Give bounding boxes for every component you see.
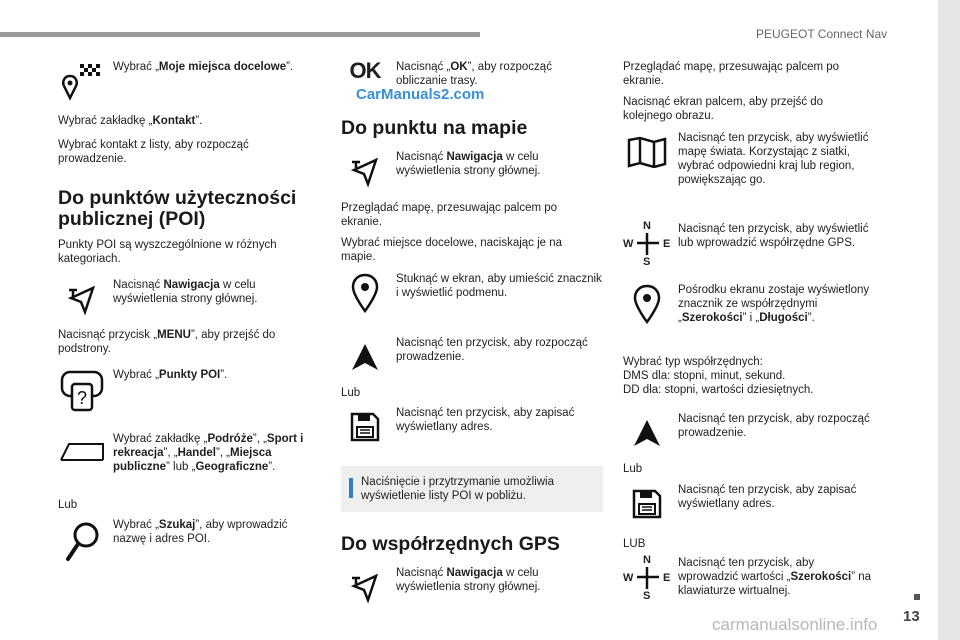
- step-text: Nacisnąć Nawigacja w celu wyświetlenia strony głównej.: [396, 151, 541, 177]
- navigation-icon: [58, 278, 106, 320]
- step-text: Wybrać „Punkty POI”.: [113, 369, 228, 381]
- ok-icon: OK: [349, 58, 381, 83]
- page-marker: [914, 594, 920, 600]
- step-text: Nacisnąć ten przycisk, aby wyświetlić lub wprowadzić współrzędne GPS.: [678, 223, 869, 249]
- paragraph-poi-categories: Punkty POI są wyszczególnione w różnych kategoriach.: [58, 239, 277, 265]
- step-text: Nacisnąć ten przycisk, aby rozpocząć prowadzenie.: [678, 413, 870, 439]
- info-text: Naciśnięcie i przytrzymanie umożliwia wyświetlenie listy POI w pobliżu.: [361, 476, 555, 502]
- start-guidance-icon: [341, 336, 389, 378]
- paragraph-next-image: Nacisnąć ekran palcem, aby przejść do kolejnego obrazu.: [623, 96, 824, 122]
- page-sidebar-strip: [938, 0, 960, 640]
- save-icon: [623, 483, 671, 525]
- favourite-destination-icon: [58, 60, 106, 102]
- step-text: Nacisnąć ten przycisk, aby zapisać wyświetlany adres.: [396, 407, 575, 433]
- step-text: Wybrać „Moje miejsca docelowe”.: [113, 61, 294, 73]
- step-text: Nacisnąć Nawigacja w celu wyświetlenia strony głównej.: [113, 279, 258, 305]
- page-header: PEUGEOT Connect Nav: [756, 27, 888, 41]
- save-icon: [341, 406, 389, 448]
- navigation-icon: [341, 150, 389, 192]
- step-text: Nacisnąć ten przycisk, aby rozpocząć prowadzenie.: [396, 337, 588, 363]
- step-text: Wybrać „Szukaj”, aby wprowadzić nazwę i adres POI.: [113, 519, 288, 545]
- tab-icon: [58, 432, 106, 474]
- compass-icon: N S W E: [623, 554, 671, 602]
- lub-label: Lub: [341, 387, 361, 399]
- paragraph-browse-map: Przeglądać mapę, przesuwając palcem po ekranie.: [341, 202, 558, 228]
- step-text: Nacisnąć ten przycisk, aby wprowadzić wartości „Szerokości” na klawiaturze wirtualnej.: [678, 557, 872, 597]
- step-text: Nacisnąć ten przycisk, aby wyświetlić mapę świata. Korzystając z siatki, wybrać odpowiedni kraj lub region, powiększając go.: [678, 132, 869, 186]
- step-text: Pośrodku ekranu zostaje wyświetlony znacznik ze współrzędnymi „Szerokości” i „Długości”.: [678, 284, 870, 324]
- paragraph-select-destination: Wybrać miejsce docelowe, naciskając je na mapie.: [341, 237, 563, 263]
- info-box: [341, 466, 603, 512]
- map-pin-icon: [341, 272, 389, 314]
- section-title-map-point: Do punktu na mapie: [341, 117, 528, 139]
- page-number: 13: [903, 608, 920, 625]
- svg-text:?: ?: [76, 388, 88, 408]
- watermark-top: CarManuals2.com: [356, 86, 485, 103]
- world-map-icon: [623, 131, 671, 173]
- lub-label: Lub: [58, 499, 78, 511]
- compass-icon: N S W E: [623, 220, 671, 268]
- search-icon: [58, 518, 106, 566]
- start-guidance-icon: [623, 412, 671, 454]
- paragraph-coordinate-type: Wybrać typ współrzędnych: DMS dla: stopni, minut, sekund. DD dla: stopni, wartości dziesiętnych.: [623, 356, 814, 396]
- paragraph-browse-map: Przeglądać mapę, przesuwając palcem po ekranie.: [623, 61, 840, 87]
- info-icon: [349, 478, 353, 498]
- section-title-poi: Do punktów użyteczności publicznej (POI): [58, 187, 297, 230]
- step-text: Nacisnąć Nawigacja w celu wyświetlenia strony głównej.: [396, 567, 541, 593]
- paragraph-contact-tab: Wybrać zakładkę „Kontakt”.: [58, 115, 203, 127]
- poi-icon: [58, 368, 106, 414]
- step-text: Nacisnąć „OK”, aby rozpocząć obliczanie trasy.: [396, 61, 552, 87]
- column-2: [341, 0, 603, 640]
- navigation-icon: [341, 566, 389, 608]
- column-3: [623, 0, 878, 640]
- paragraph-choose-contact: Wybrać kontakt z listy, aby rozpocząć prowadzenie.: [58, 139, 249, 165]
- lub-label: Lub: [623, 463, 643, 475]
- watermark-bottom: carmanualsonline.info: [712, 615, 878, 634]
- map-pin-icon: [623, 283, 671, 325]
- column-1: [58, 0, 310, 640]
- lub-label: LUB: [623, 538, 646, 550]
- section-title-gps: Do współrzędnych GPS: [341, 533, 560, 555]
- paragraph-menu: Nacisnąć przycisk „MENU”, aby przejść do podstrony.: [58, 329, 276, 355]
- step-text: Nacisnąć ten przycisk, aby zapisać wyświetlany adres.: [678, 484, 857, 510]
- step-text: Stuknąć w ekran, aby umieścić znacznik i wyświetlić podmenu.: [396, 273, 602, 299]
- step-text: Wybrać zakładkę „Podróże”, „Sport i rekreacja”, „Handel”, „Miejsca publiczne” lub „Geograficzne”.: [113, 433, 304, 473]
